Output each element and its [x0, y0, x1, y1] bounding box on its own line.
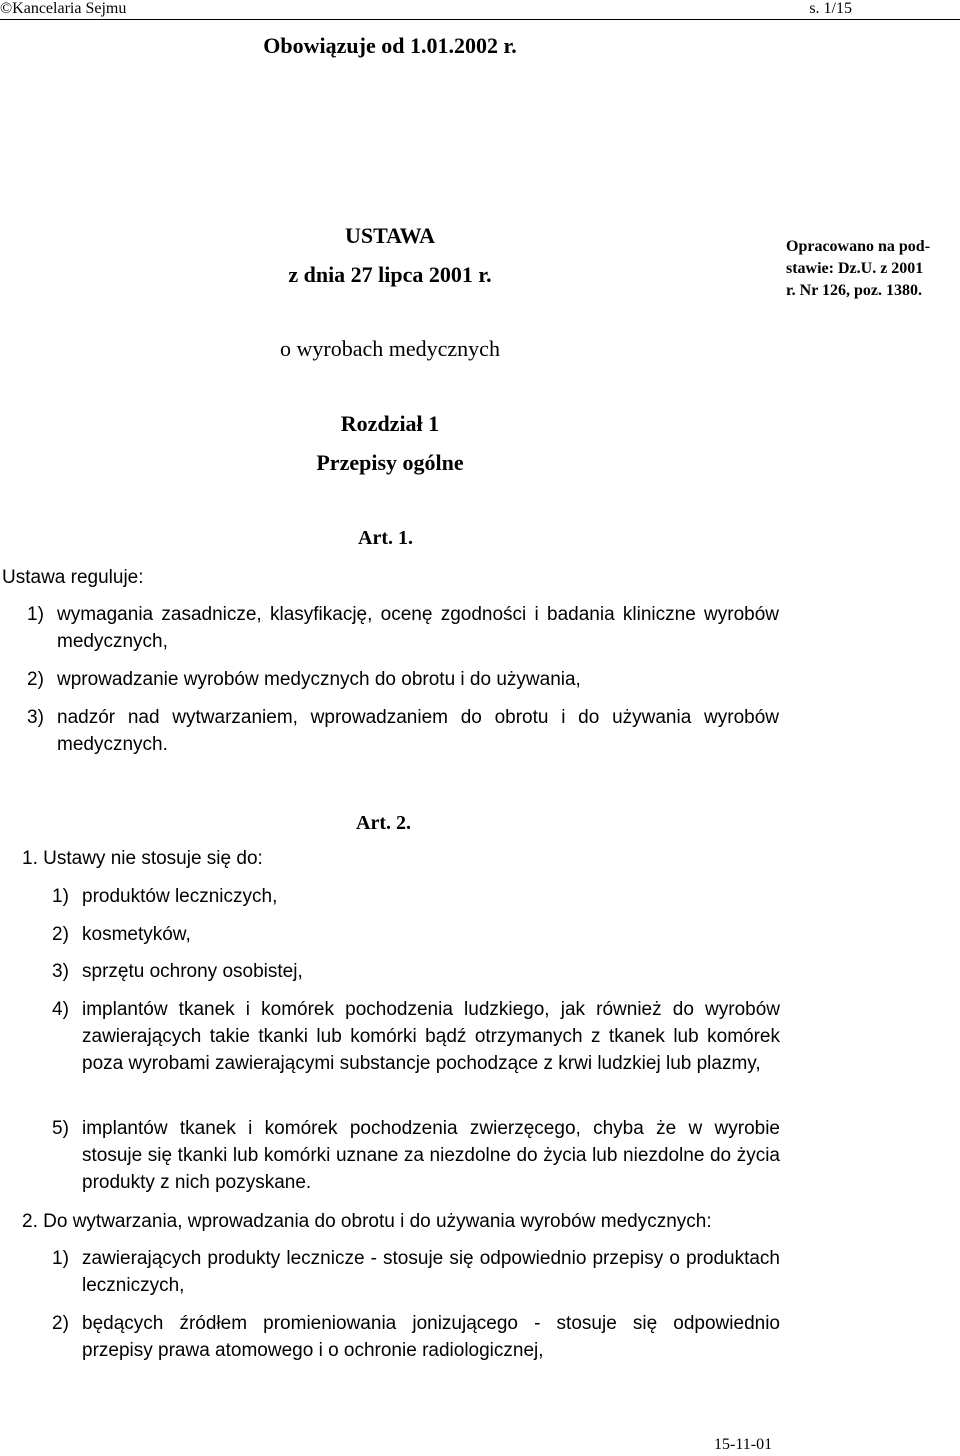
source-note: [786, 236, 956, 302]
source-note-line: r. Nr 126, poz. 1380.: [786, 282, 922, 299]
footer-date: 15-11-01: [714, 1436, 773, 1453]
art1-heading: Art. 1.: [358, 527, 413, 549]
chapter-title: Przepisy ogólne: [316, 450, 464, 475]
header-copyright: ©Kancelaria Sejmu: [0, 0, 127, 17]
header-rule: [0, 19, 960, 20]
source-note-line: Opracowano na pod-: [786, 238, 931, 255]
item-number: 4): [52, 999, 69, 1020]
item-number: 5): [52, 1118, 69, 1139]
item-text: produktów leczniczych,: [82, 886, 278, 907]
act-type: USTAWA: [344, 223, 436, 248]
item-text: sprzętu ochrony osobistej,: [82, 961, 303, 982]
item-text: nadzór nad wytwarzaniem, wprowadzaniem do obrotu i do używania wyrobów medycznych.: [57, 707, 779, 755]
item-number: 1): [27, 604, 44, 625]
item-number: 3): [27, 707, 44, 728]
item-text: zawierających produkty lecznicze - stosuje się odpowiednio przepisy o produktach leczniczych,: [82, 1248, 780, 1296]
chapter-number: Rozdział 1: [340, 411, 440, 436]
item-number: 2): [52, 1313, 69, 1334]
item-number: 2): [27, 669, 44, 690]
art2-p1-item: [52, 996, 780, 1077]
act-subject: o wyrobach medycznych: [280, 336, 500, 361]
art1-intro: Ustawa reguluje:: [2, 567, 144, 588]
art2-p1-item: [52, 1115, 780, 1196]
art1-item: [27, 666, 779, 693]
item-number: 1): [52, 1248, 69, 1269]
item-text: kosmetyków,: [82, 924, 191, 945]
item-number: 2): [52, 924, 69, 945]
art1-item: [27, 601, 779, 655]
item-text: będących źródłem promieniowania jonizującego - stosuje się odpowiednio przepisy prawa atomowego i o ochronie radiologicznej,: [82, 1313, 780, 1361]
item-text: wymagania zasadnicze, klasyfikację, ocenę zgodności i badania kliniczne wyrobów medycznych,: [57, 604, 779, 652]
art2-p2-intro: 2. Do wytwarzania, wprowadzania do obrotu i do używania wyrobów medycznych:: [22, 1211, 712, 1232]
in-force-date: Obowiązuje od 1.01.2002 r.: [263, 33, 517, 58]
item-text: wprowadzanie wyrobów medycznych do obrotu i do używania,: [57, 669, 581, 690]
item-number: 3): [52, 961, 69, 982]
art2-p1-intro: 1. Ustawy nie stosuje się do:: [22, 848, 263, 869]
act-date: z dnia 27 lipca 2001 r.: [288, 262, 492, 287]
art2-p2-item: [52, 1310, 780, 1364]
art2-p1-item: [52, 921, 780, 948]
art2-heading: Art. 2.: [356, 812, 411, 834]
art1-item: [27, 704, 779, 758]
art2-p1-item: [52, 958, 780, 985]
art2-p2-item: [52, 1245, 780, 1299]
item-number: 1): [52, 886, 69, 907]
header-page-number: s. 1/15: [809, 0, 852, 17]
item-text: implantów tkanek i komórek pochodzenia ludzkiego, jak również do wyrobów zawierających takie tkanki lub komórki bądź otrzymanych z tkanek lub komórek poza wyrobami zawierającymi substancje pochodzące z krwi ludzkiej lub plazmy,: [82, 999, 780, 1074]
art2-p1-item: [52, 883, 780, 910]
source-note-line: stawie: Dz.U. z 2001: [786, 260, 924, 277]
item-text: implantów tkanek i komórek pochodzenia zwierzęcego, chyba że w wyrobie stosuje się tkanki lub komórki uznane za niezdolne do życia lub niezdolne do życia produkty z nich pozyskane.: [82, 1118, 780, 1193]
